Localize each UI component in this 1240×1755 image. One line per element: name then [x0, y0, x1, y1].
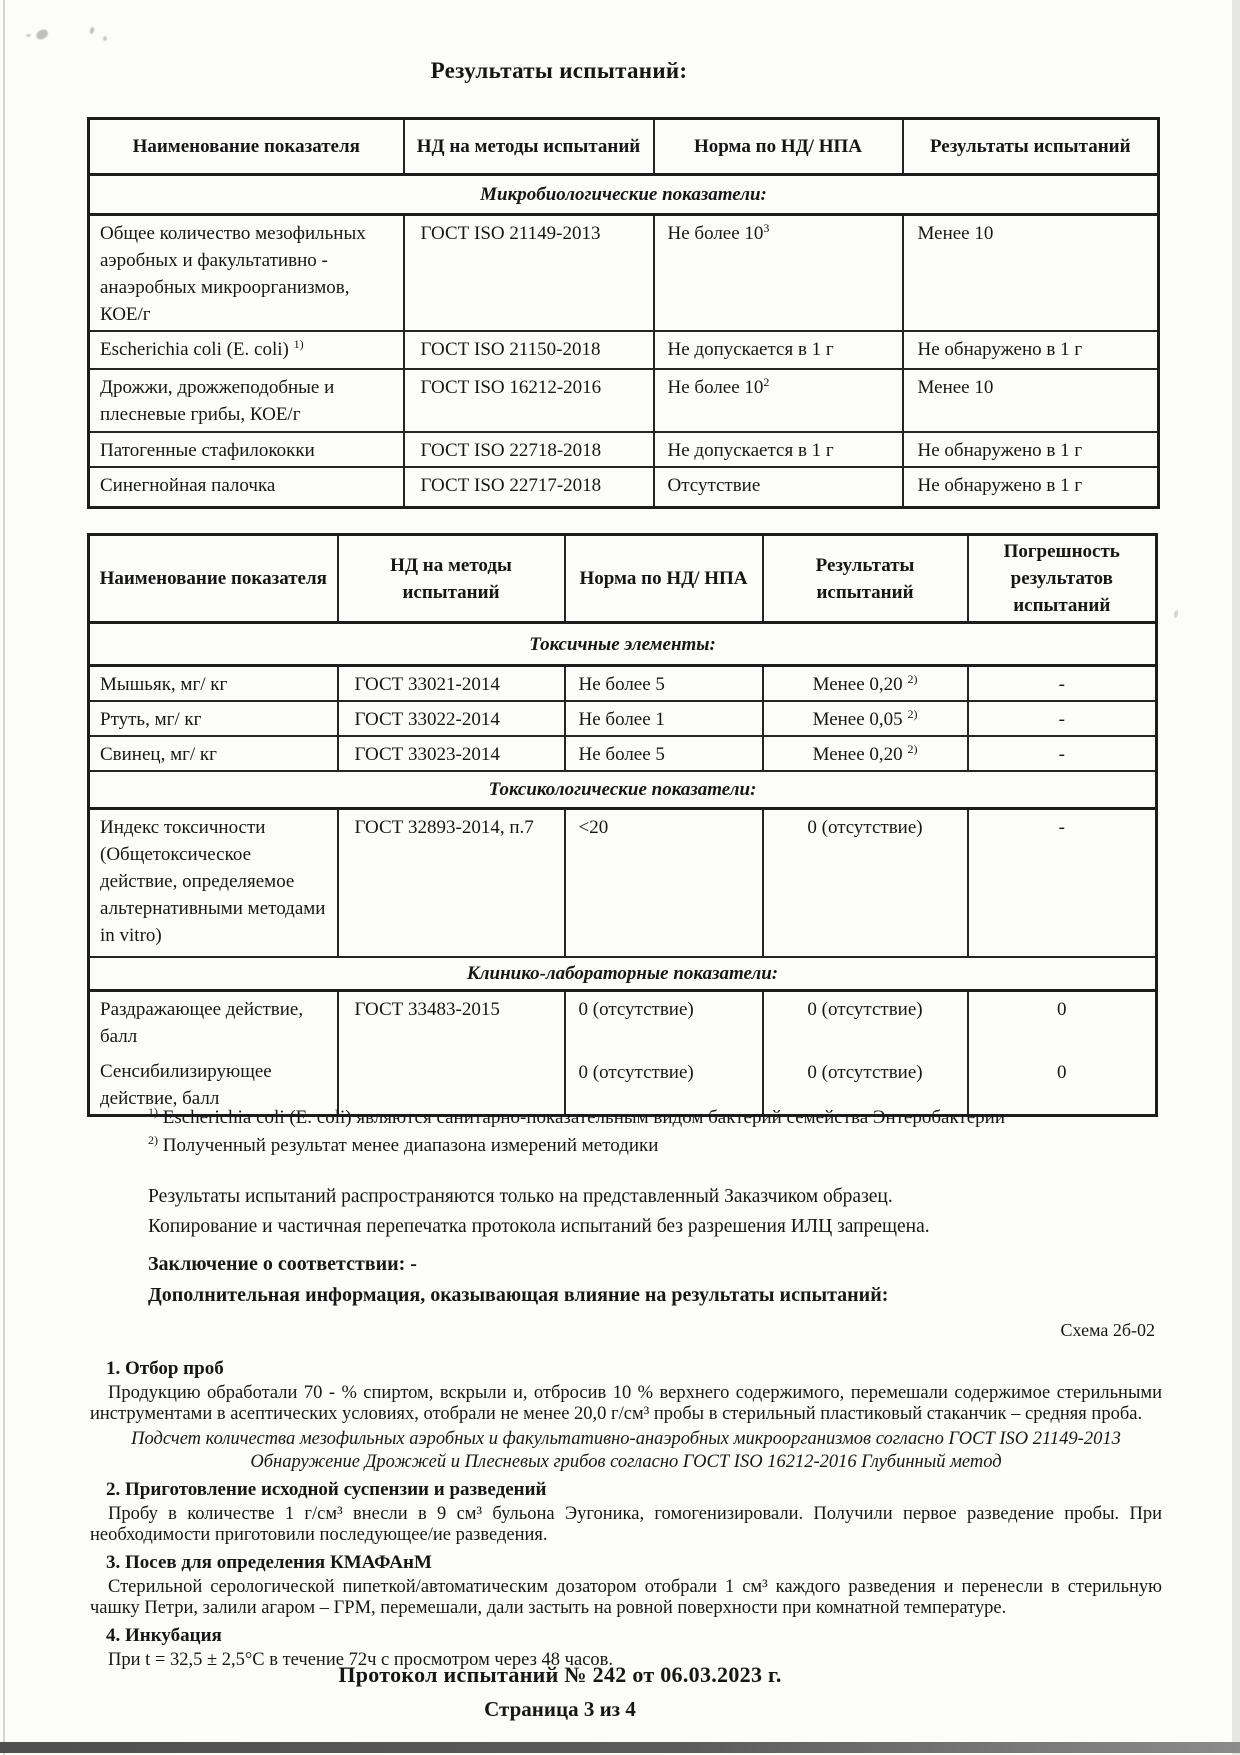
parameter-text: Escherichia coli (E. coli): [100, 339, 294, 360]
cell-error: -: [968, 736, 1157, 771]
procedure-heading-2: 2. Приготовление исходной суспензии и разведений: [106, 1479, 547, 1500]
cell-result: Не обнаружено в 1 г: [903, 432, 1159, 467]
cell-method: ГОСТ ISO 16212-2016: [404, 369, 654, 432]
cell-parameter: Свинец, мг/ кг: [89, 736, 338, 771]
cell-parameter: Дрожжи, дрожжеподобные и плесневые грибы, КОЕ/г: [89, 369, 404, 432]
table-row: [89, 808, 1157, 957]
footnote-ref: 2): [907, 707, 918, 721]
table-row: [89, 215, 1159, 332]
cell-error: -: [968, 701, 1157, 736]
scan-speck: [89, 27, 94, 35]
norm-line-1: 0 (отсутствие): [578, 999, 694, 1020]
procedure-heading-4: 4. Инкубация: [106, 1625, 222, 1646]
scan-speck: [103, 36, 107, 41]
cell-result: Менее 10: [903, 369, 1159, 432]
parameter-line-1: Раздражающее действие, балл: [100, 999, 304, 1047]
norm-text: Не более 10: [667, 377, 764, 398]
procedure-heading-1: 1. Отбор проб: [106, 1358, 224, 1379]
header-cell-norm: Норма по НД/ НПА: [565, 535, 763, 623]
cell-result: Не обнаружено в 1 г: [903, 467, 1159, 507]
header-cell-parameter: Наименование показателя: [89, 535, 338, 623]
cell-method: ГОСТ 32893-2014, п.7: [338, 808, 565, 957]
header-cell-error: Погрешность результатов испытаний: [968, 535, 1157, 623]
footnote-2: [148, 1132, 1158, 1159]
error-line-1: 0: [1057, 999, 1067, 1020]
page-footer: [0, 1662, 1120, 1722]
cell-method: ГОСТ 33022-2014: [338, 701, 565, 736]
cell-result: [763, 991, 968, 1116]
footnote-ref: 2): [907, 672, 918, 686]
parameter-line-2: Сенсибилизирующее действие, балл: [100, 1061, 272, 1109]
result-text: Менее 0,05: [812, 709, 908, 730]
cell-norm: <20: [565, 808, 763, 957]
cell-result: Не обнаружено в 1 г: [903, 331, 1159, 369]
results-table-toxicology: [87, 533, 1158, 1117]
scan-speck: [1173, 610, 1179, 619]
section-row: [89, 957, 1157, 991]
schema-ref: Схема 2б-02: [1060, 1320, 1155, 1340]
footnote-marker: 2): [148, 1133, 158, 1147]
table-row: [89, 369, 1159, 432]
cell-result: 0 (отсутствие): [763, 808, 968, 957]
header-cell-result: Результаты испытаний: [763, 535, 968, 623]
cell-parameter: Общее количество мезофильных аэробных и факультативно - анаэробных микроорганизмов, КОЕ/г: [89, 215, 404, 332]
procedure-text-3: Стерильной серологической пипеткой/автоматическим дозатором отобрали 1 см³ каждого разведения и перенесли в стерильную чашку Петри, залили агаром – ГРМ, перемешали, дали застыть на ровной поверхности при комнатной температуре.: [90, 1577, 1162, 1618]
scan-edge-bottom: [0, 1742, 1240, 1753]
cell-norm: Не более 1: [565, 701, 763, 736]
footnote-text: Escherichia coli (E. coli) являются санитарно-показательным видом бактерий семейства Энтеробактерии: [158, 1107, 1006, 1128]
table-row: [89, 736, 1157, 771]
page-title: Результаты испытаний:: [430, 58, 688, 83]
cell-error: -: [968, 808, 1157, 957]
cell-norm: [654, 369, 903, 432]
footnotes: [148, 1104, 1158, 1160]
procedure-text-2: Пробу в количестве 1 г/см³ внесли в 9 см³ бульона Эугоника, гомогенизировали. Получили первое разведение пробы. При необходимости приготовили последующее/ие разведения.: [90, 1504, 1162, 1545]
additional-info-heading: Дополнительная информация, оказывающая влияние на результаты испытаний:: [148, 1284, 889, 1306]
scope-note-line-1: Результаты испытаний распространяются только на представленный Заказчиком образец.: [148, 1186, 893, 1207]
table-row: [89, 701, 1157, 736]
cell-method: ГОСТ ISO 22718-2018: [404, 432, 654, 467]
table-row: [89, 331, 1159, 369]
norm-text: Не более 10: [667, 223, 764, 244]
cell-norm: Не допускается в 1 г: [654, 331, 903, 369]
section-row: [89, 623, 1157, 666]
footnote-ref: 1): [293, 337, 304, 351]
cell-result: [763, 701, 968, 736]
cell-method: ГОСТ 33021-2014: [338, 666, 565, 702]
section-row: [89, 771, 1157, 808]
header-cell-result: Результаты испытаний: [903, 119, 1159, 175]
header-cell-method: НД на методы испытаний: [404, 119, 654, 175]
scan-edge-right: [1232, 0, 1240, 1755]
cell-norm: Не допускается в 1 г: [654, 432, 903, 467]
result-line-2: 0 (отсутствие): [807, 1062, 923, 1083]
scan-speck: [26, 34, 31, 37]
method-note-italic-2: Обнаружение Дрожжей и Плесневых грибов согласно ГОСТ ISO 16212-2016 Глубинный метод: [250, 1452, 1002, 1472]
scope-notes: [148, 1182, 1158, 1242]
norm-superscript: 2: [763, 375, 770, 389]
cell-parameter: Синегнойная палочка: [89, 467, 404, 507]
scan-edge-left: [3, 0, 5, 1755]
scan-speck: [35, 28, 49, 40]
scope-note-line-2: Копирование и частичная перепечатка протокола испытаний без разрешения ИЛЦ запрещена.: [148, 1216, 930, 1237]
procedure-text-4: При t = 32,5 ± 2,5°C в течение 72ч с просмотром через 48 часов.: [108, 1650, 614, 1670]
table-row: [89, 432, 1159, 467]
section-title-clinical: Клинико-лабораторные показатели:: [89, 957, 1157, 991]
cell-error: [968, 991, 1157, 1116]
cell-method: ГОСТ ISO 21149-2013: [404, 215, 654, 332]
cell-method: ГОСТ ISO 21150-2018: [404, 331, 654, 369]
header-cell-parameter: Наименование показателя: [89, 119, 404, 175]
norm-superscript: 3: [763, 221, 770, 235]
cell-method: ГОСТ 33483-2015: [338, 991, 565, 1116]
result-text: Менее 0,20: [812, 744, 908, 765]
section-title-microbiology: Микробиологические показатели:: [89, 175, 1159, 215]
cell-method: ГОСТ ISO 22717-2018: [404, 467, 654, 507]
method-note-italic-1: Подсчет количества мезофильных аэробных и факультативно-анаэробных микроорганизмов согласно ГОСТ ISO 21149-2013: [131, 1429, 1121, 1449]
footnote-text: Полученный результат менее диапазона измерений методики: [158, 1135, 659, 1156]
header-cell-method: НД на методы испытаний: [338, 535, 565, 623]
table-header-row: [89, 119, 1159, 175]
cell-norm: Не более 5: [565, 666, 763, 702]
result-line-1: 0 (отсутствие): [807, 999, 923, 1020]
norm-line-2: 0 (отсутствие): [578, 1062, 694, 1083]
cell-error: -: [968, 666, 1157, 702]
footer-page-line: Страница 3 из 4: [484, 1697, 636, 1721]
error-line-2: 0: [1057, 1062, 1067, 1083]
cell-parameter: Ртуть, мг/ кг: [89, 701, 338, 736]
table-row: [89, 991, 1157, 1116]
footer-protocol-line: Протокол испытаний № 242 от 06.03.2023 г.: [338, 1662, 782, 1687]
cell-parameter: Индекс токсичности (Общетоксическое действие, определяемое альтернативными методами in vitro): [89, 808, 338, 957]
cell-result: [763, 736, 968, 771]
procedure-heading-3: 3. Посев для определения КМАФАнМ: [106, 1552, 432, 1573]
conclusion-heading: Заключение о соответствии: -: [148, 1253, 417, 1275]
result-text: Менее 0,20: [812, 674, 908, 695]
cell-method: ГОСТ 33023-2014: [338, 736, 565, 771]
cell-norm: [565, 991, 763, 1116]
table-header-row: [89, 535, 1157, 623]
footnote-1: [148, 1104, 1158, 1131]
procedure-text-1: Продукцию обработали 70 - % спиртом, вскрыли и, отбросив 10 % верхнего содержимого, перемешали содержимое стерильными инструментами в асептических условиях, отобрали не менее 20,0 г/см³ пробы в стерильный пластиковый стаканчик – средняя проба.: [90, 1383, 1162, 1424]
footnote-ref: 2): [907, 742, 918, 756]
section-title-toxic-elements: Токсичные элементы:: [89, 623, 1157, 666]
section-row: [89, 175, 1159, 215]
cell-norm: Не более 5: [565, 736, 763, 771]
section-title-toxicology: Токсикологические показатели:: [89, 771, 1157, 808]
cell-parameter: Патогенные стафилококки: [89, 432, 404, 467]
footnote-marker: 1): [148, 1105, 158, 1119]
cell-parameter: [89, 331, 404, 369]
procedures-section: [90, 1352, 1162, 1675]
cell-norm: Отсутствие: [654, 467, 903, 507]
table-row: [89, 666, 1157, 702]
cell-result: [763, 666, 968, 702]
cell-parameter: [89, 991, 338, 1116]
cell-norm: [654, 215, 903, 332]
cell-result: Менее 10: [903, 215, 1159, 332]
cell-parameter: Мышьяк, мг/ кг: [89, 666, 338, 702]
table-row: [89, 467, 1159, 507]
header-cell-norm: Норма по НД/ НПА: [654, 119, 903, 175]
results-table-microbiology: [87, 117, 1160, 509]
